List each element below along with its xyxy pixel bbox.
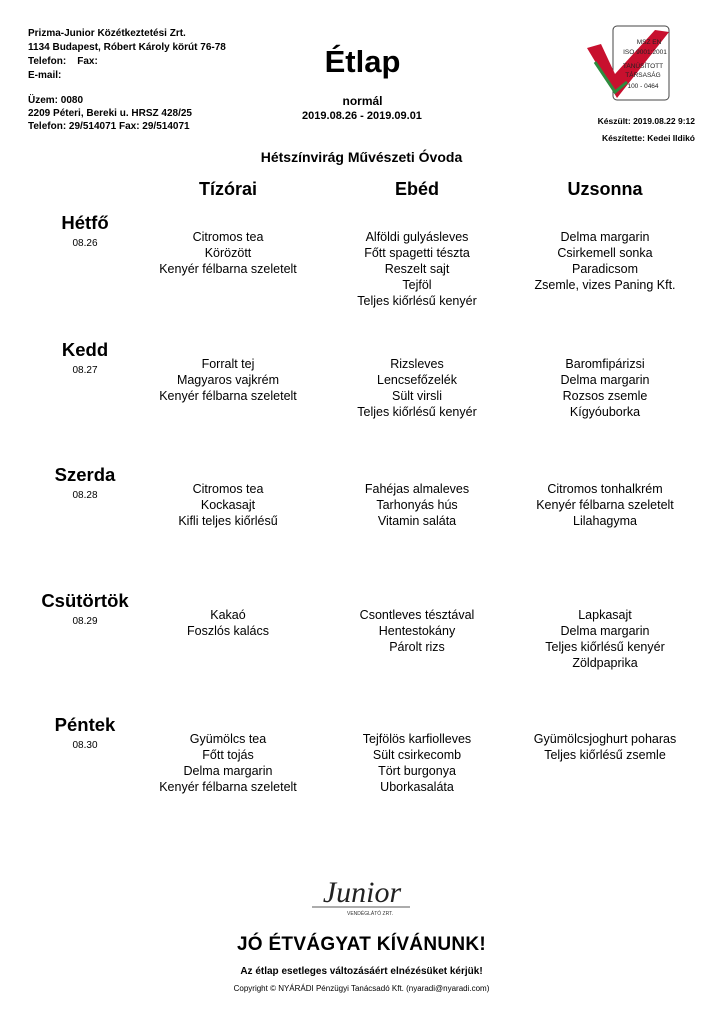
column-header-tizorai: Tízórai — [198, 179, 257, 199]
day-name: Csütörtök — [41, 590, 129, 611]
menu-item: Magyaros vajkrém — [176, 373, 280, 387]
cert-line-2: ISO 9001:2001 — [623, 49, 667, 56]
menu-item: Citromos tonhalkrém — [547, 482, 663, 496]
cert-line-4: TÁRSASÁG — [625, 72, 661, 79]
menu-item: Paradicsom — [572, 262, 638, 276]
menu-cell-tizorai — [118, 607, 338, 639]
created-info — [545, 113, 695, 147]
cert-line-5: 100 - 0464 — [627, 83, 659, 90]
day-name: Kedd — [61, 339, 109, 360]
menu-item: Delma margarin — [560, 230, 650, 244]
menu-item: Párolt rizs — [389, 640, 445, 654]
date-range: 2019.08.26 - 2019.09.01 — [302, 110, 422, 122]
menu-item: Csirkemell sonka — [557, 246, 653, 260]
menu-cell-uzsonna — [495, 356, 715, 420]
created-by: Készítette: Kedei Ildikó — [601, 133, 695, 143]
menu-item: Hentestokány — [378, 624, 456, 638]
menu-cell-ebed — [307, 356, 527, 420]
menu-item: Kenyér félbarna szeletelt — [159, 389, 297, 403]
menu-item: Kenyér félbarna szeletelt — [159, 780, 297, 794]
menu-item: Főtt tojás — [202, 748, 254, 762]
menu-item: Kígyóuborka — [569, 405, 641, 419]
menu-item: Uborkasaláta — [380, 780, 454, 794]
menu-cell-ebed — [307, 731, 527, 795]
change-notice: Az étlap esetleges változásáért elnézésüket kérjük! — [240, 966, 483, 977]
menu-cell-tizorai — [118, 481, 338, 529]
menu-item: Rizsleves — [390, 357, 444, 371]
menu-item: Teljes kiőrlésű kenyér — [357, 405, 477, 419]
menu-item: Tört burgonya — [378, 764, 456, 778]
menu-item: Teljes kiőrlésű kenyér — [357, 294, 477, 308]
bon-appetit-message: JÓ ÉTVÁGYAT KÍVÁNUNK! — [236, 934, 487, 955]
menu-item: Gyümölcs tea — [189, 732, 267, 746]
menu-item: Forralt tej — [201, 357, 255, 371]
page-title: Étlap — [324, 44, 401, 79]
day-date: 08.28 — [72, 490, 98, 501]
menu-item: Kockasajt — [200, 498, 256, 512]
certification-seal-icon — [585, 22, 671, 108]
menu-item: Delma margarin — [183, 764, 273, 778]
menu-item: Alföldi gulyásleves — [365, 230, 469, 244]
menu-item: Gyümölcsjoghurt poharas — [533, 732, 677, 746]
menu-item: Tejfölös karfiolleves — [362, 732, 472, 746]
menu-item: Delma margarin — [560, 624, 650, 638]
unit-address: 2209 Péteri, Bereki u. HRSZ 428/25 — [28, 108, 192, 119]
menu-item: Zsemle, vizes Paning Kft. — [534, 278, 676, 292]
unit-id: Üzem: 0080 — [28, 95, 84, 106]
menu-cell-ebed — [307, 607, 527, 655]
menu-item: Lencsefőzelék — [377, 373, 457, 387]
company-email: E-mail: — [28, 70, 62, 81]
menu-item: Vitamin saláta — [377, 514, 457, 528]
junior-logo-icon — [300, 876, 425, 918]
school-name: Hétszínvirág Művészeti Óvoda — [260, 149, 463, 165]
menu-item: Teljes kiőrlésű zsemle — [544, 748, 666, 762]
menu-item: Kifli teljes kiőrlésű — [178, 514, 278, 528]
menu-item: Főtt spagetti tészta — [364, 246, 470, 260]
day-date: 08.30 — [72, 740, 98, 751]
company-phone-fax: Telefon: Fax: — [28, 56, 98, 67]
menu-item: Lapkasajt — [578, 608, 632, 622]
menu-item: Sült csirkecomb — [372, 748, 462, 762]
unit-phone-fax: Telefon: 29/514071 Fax: 29/514071 — [28, 121, 190, 132]
menu-cell-tizorai — [118, 229, 338, 277]
unit-info — [28, 94, 192, 133]
menu-item: Zöldpaprika — [572, 656, 638, 670]
menu-item: Foszlós kalács — [187, 624, 269, 638]
company-info — [28, 27, 226, 83]
company-name: Prizma-Junior Közétkeztetési Zrt. — [28, 28, 186, 39]
day-date: 08.27 — [72, 365, 98, 376]
cert-line-3: TANÚSÍTOTT — [622, 63, 664, 70]
company-address: 1134 Budapest, Róbert Károly körút 76-78 — [28, 42, 226, 53]
menu-cell-uzsonna — [495, 229, 715, 293]
menu-cell-uzsonna — [495, 607, 715, 671]
cert-line-1: MSZ EN — [636, 39, 662, 46]
menu-item: Tarhonyás hús — [376, 498, 458, 512]
menu-item: Kenyér félbarna szeletelt — [536, 498, 674, 512]
menu-item: Körözött — [204, 246, 252, 260]
day-date: 08.29 — [72, 616, 98, 627]
day-date: 08.26 — [72, 238, 98, 249]
menu-cell-ebed — [307, 481, 527, 529]
menu-cell-tizorai — [118, 731, 338, 795]
menu-item: Teljes kiőrlésű kenyér — [545, 640, 665, 654]
column-header-uzsonna: Uzsonna — [567, 179, 643, 199]
day-name: Szerda — [54, 464, 116, 485]
logo-subtext: VENDÉGLÁTÓ ZRT. — [346, 911, 394, 917]
created-date: Készült: 2019.08.22 9:12 — [597, 116, 695, 126]
logo-text: Junior — [322, 876, 402, 909]
menu-item: Delma margarin — [560, 373, 650, 387]
menu-item: Kakaó — [210, 608, 246, 622]
menu-item: Reszelt sajt — [384, 262, 450, 276]
menu-item: Citromos tea — [192, 482, 264, 496]
menu-item: Fahéjas almaleves — [364, 482, 470, 496]
menu-item: Rozsos zsemle — [562, 389, 648, 403]
menu-item: Csontleves tésztával — [359, 608, 475, 622]
menu-item: Citromos tea — [192, 230, 264, 244]
menu-item: Baromfipárizsi — [565, 357, 645, 371]
menu-cell-ebed — [307, 229, 527, 309]
column-header-ebed: Ebéd — [394, 179, 439, 199]
menu-mode: normál — [342, 94, 383, 108]
menu-item: Lilahagyma — [573, 514, 637, 528]
day-name: Péntek — [54, 714, 116, 735]
menu-item: Tejföl — [402, 278, 432, 292]
menu-cell-tizorai — [118, 356, 338, 404]
menu-cell-uzsonna — [495, 481, 715, 529]
menu-item: Sült virsli — [391, 389, 442, 403]
copyright: Copyright © NYÁRÁDI Pénzügyi Tanácsadó Kft. (nyaradi@nyaradi.com) — [233, 984, 490, 993]
menu-cell-uzsonna — [495, 731, 715, 763]
menu-item: Kenyér félbarna szeletelt — [159, 262, 297, 276]
day-name: Hétfő — [61, 212, 109, 233]
